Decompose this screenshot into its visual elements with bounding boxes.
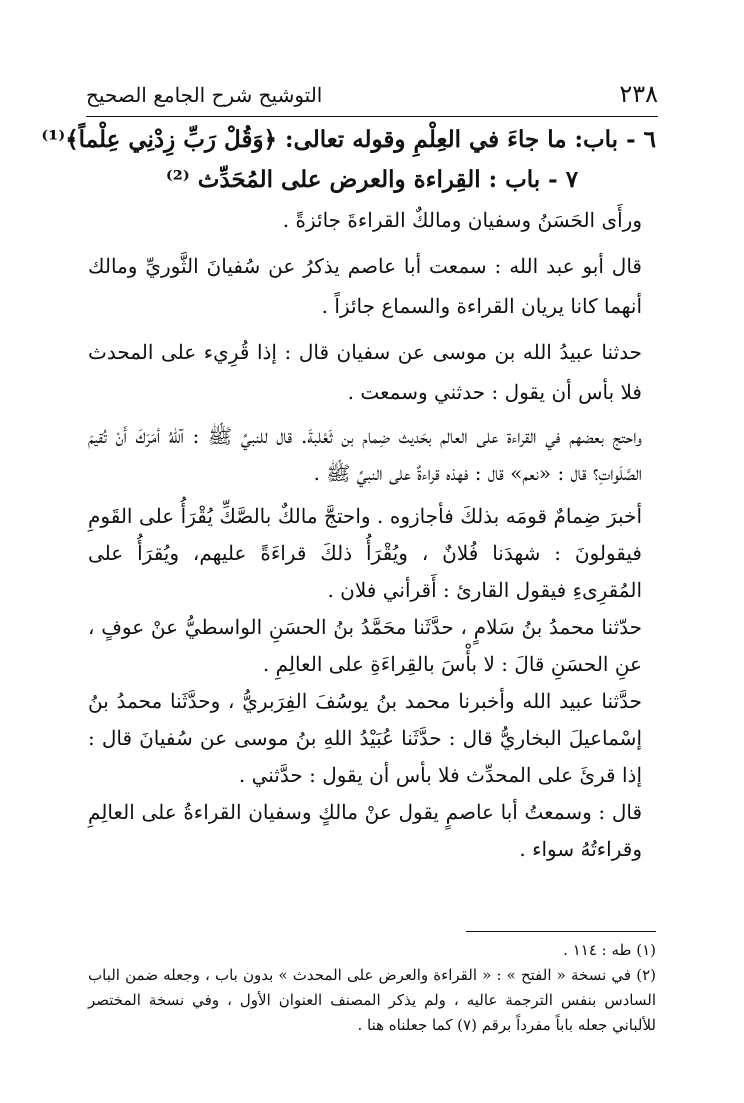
- page-number: ٢٣٨: [619, 80, 658, 108]
- header-rule: [86, 116, 658, 117]
- main-text: [41, 120, 656, 868]
- running-header: [86, 78, 658, 114]
- running-title: التوشيح شرح الجامع الصحيح: [86, 83, 323, 107]
- footnote-1: (١) طه : ١١٤ .: [563, 941, 656, 959]
- paragraph: أخبرَ ضِمامٌ قومَه بذلكَ فأجازوه . واحتجَّ مالكٌ بالصَّكِّ يُقْرَأُ على القَومِ فيقولونَ : شهدَنا فُلانٌ ، ويُقْرَأُ ذلكَ قراءَةً عليهم، ويُقرَأُ على المُقرِىءِ فيقول القارئ : أَقرأني فلان .: [88, 504, 642, 602]
- paragraph: ورأَى الحَسَنُ وسفيان ومالكٌ القراءةَ جائزةً .: [282, 208, 642, 232]
- paragraph: واحتج بعضهم في القراءة على العالم بحَديث ضِمام بن ثَعْلبةَ. قال للنبيِّ ﷺ : آللهُ أمَرَكَ أَنْ تُقيمَ الصَّلَواتِ؟ قال : «نعم» قال : فهذه قراءةٌ على النبيِّ ﷺ .: [88, 424, 642, 485]
- footnote-2: (٢) في نسخة « الفتح » : « القراءة والعرض على المحدث » بدون باب ، وجعله ضمن الباب السادس بنفس الترجمة عاليه ، ولم يذكر المصنف العنوان الأول ، وفي نسخة المختصر للألباني جعله باباً مفرداً برقم (٧) كما جعلناه هنا .: [88, 966, 656, 1034]
- paragraph: قال : وسمعتُ أبا عاصمٍ يقول عنْ مالكٍ وسفيان القراءةُ على العالِمِ وقراءتُهُ سواء .: [88, 800, 642, 861]
- footnote-rule: [466, 931, 656, 932]
- chapter-heading-7: ٧ - باب : القِراءة والعرض على المُحَدِّث ⁽²⁾: [165, 166, 579, 193]
- paragraph: حدثنا عبيدُ الله بن موسى عن سفيان قال : إذا قُرِيء على المحدث فلا بأس أن يقول : حدثني وسمعت .: [88, 340, 642, 404]
- paragraph: حدّثنا محمدُ بنُ سَلامٍ ، حدَّثَنا محَمَّدُ بنُ الحسَنِ الواسطيُّ عنْ عوفٍ ، عنِ الحسَنِ قالَ : لا بأْسَ بالقِراءَةِ على العالِمِ .: [88, 615, 642, 676]
- chapter-heading-6: ٦ - باب: ما جاءَ في العِلْمِ وقوله تعالى: ﴿وَقُلْ رَبِّ زِدْنِي عِلْماً﴾⁽¹⁾: [41, 126, 656, 153]
- paragraph: قال أبو عبد الله : سمعت أبا عاصم يذكرُ عن سُفيانَ الثَّوريِّ ومالك أنهما كانا يريان القراءة والسماع جائزاً .: [88, 254, 642, 318]
- paragraph: حدَّثنا عبيد الله وأخبرنا محمد بنُ يوسُفَ الفِرَبريُّ ، وحدَّثَنا محمدُ بنُ إسْماعيلَ البخاريُّ قال : حدَّثَنا عُبَيْدُ اللهِ بنُ موسى عن سُفيانَ قال : إذا قرئَ على المحدِّث فلا بأس أن يقول : حدَّثني .: [88, 689, 642, 787]
- footnotes: [88, 938, 656, 1038]
